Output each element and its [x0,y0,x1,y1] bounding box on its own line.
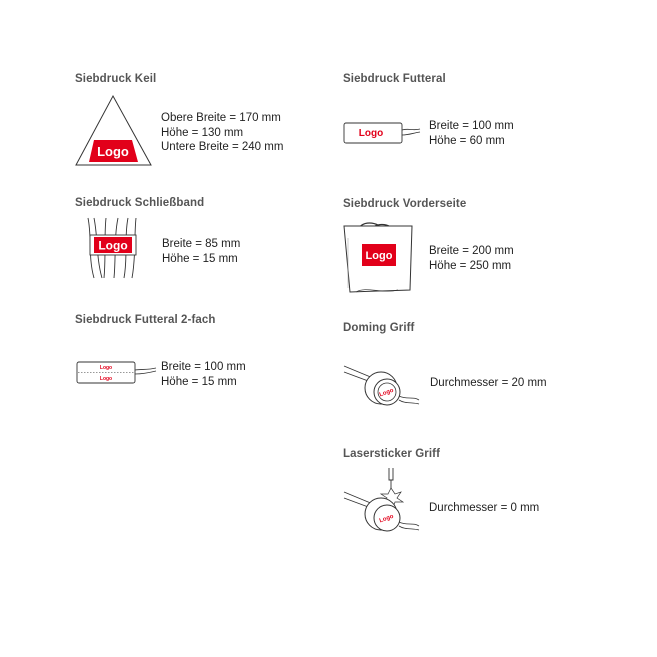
keil-specs [161,111,283,155]
futteral-logo-text: Logo [358,128,384,139]
futteral2-logo-text-bottom: Logo [99,376,113,382]
futteral2-logo-text-top: Logo [99,365,113,371]
futteral2-spec-width: Breite = 100 mm [161,361,246,373]
keil-illustration [74,94,154,168]
vorderseite-specs [429,244,514,273]
futteral-specs [429,119,514,148]
schliessband-illustration [84,217,144,279]
laser-spec-diameter: Durchmesser = 0 mm [429,502,540,514]
schliessband-spec-height: Höhe = 15 mm [162,252,238,265]
schliessband-spec-width: Breite = 85 mm [162,238,241,250]
doming-illustration [343,360,423,410]
vorderseite-spec-width: Breite = 200 mm [429,245,514,257]
keil-spec-bottom-width: Untere Breite = 240 mm [161,141,284,153]
schliessband-logo-text: Logo [98,238,128,253]
section-title-vorderseite: Siebdruck Vorderseite [343,198,467,210]
section-title-laser: Lasersticker Griff [343,448,441,460]
laser-specs [429,501,539,516]
doming-logo-text: Logo [378,387,395,399]
section-title-schliessband: Siebdruck Schließband [75,197,205,209]
futteral-illustration [343,120,421,146]
futteral2-specs [161,360,246,389]
section-title-futteral2: Siebdruck Futteral 2-fach [75,314,216,326]
futteral2-spec-height: Höhe = 15 mm [161,375,237,388]
futteral2-illustration [76,360,158,386]
keil-spec-height: Höhe = 130 mm [161,126,244,139]
vorderseite-illustration [342,218,414,296]
doming-spec-diameter: Durchmesser = 20 mm [430,377,547,389]
section-title-keil: Siebdruck Keil [75,73,157,85]
section-title-doming: Doming Griff [343,322,415,334]
laser-logo-text: Logo [378,513,395,525]
futteral-spec-width: Breite = 100 mm [429,120,514,132]
vorderseite-logo-text: Logo [365,250,393,262]
keil-spec-top-width: Obere Breite = 170 mm [161,112,281,124]
laser-illustration [343,466,423,536]
section-title-futteral: Siebdruck Futteral [343,73,446,85]
schliessband-specs [162,237,240,266]
futteral-spec-height: Höhe = 60 mm [429,134,505,147]
keil-logo-text: Logo [97,144,129,159]
vorderseite-spec-height: Höhe = 250 mm [429,259,512,272]
doming-specs [430,376,547,391]
